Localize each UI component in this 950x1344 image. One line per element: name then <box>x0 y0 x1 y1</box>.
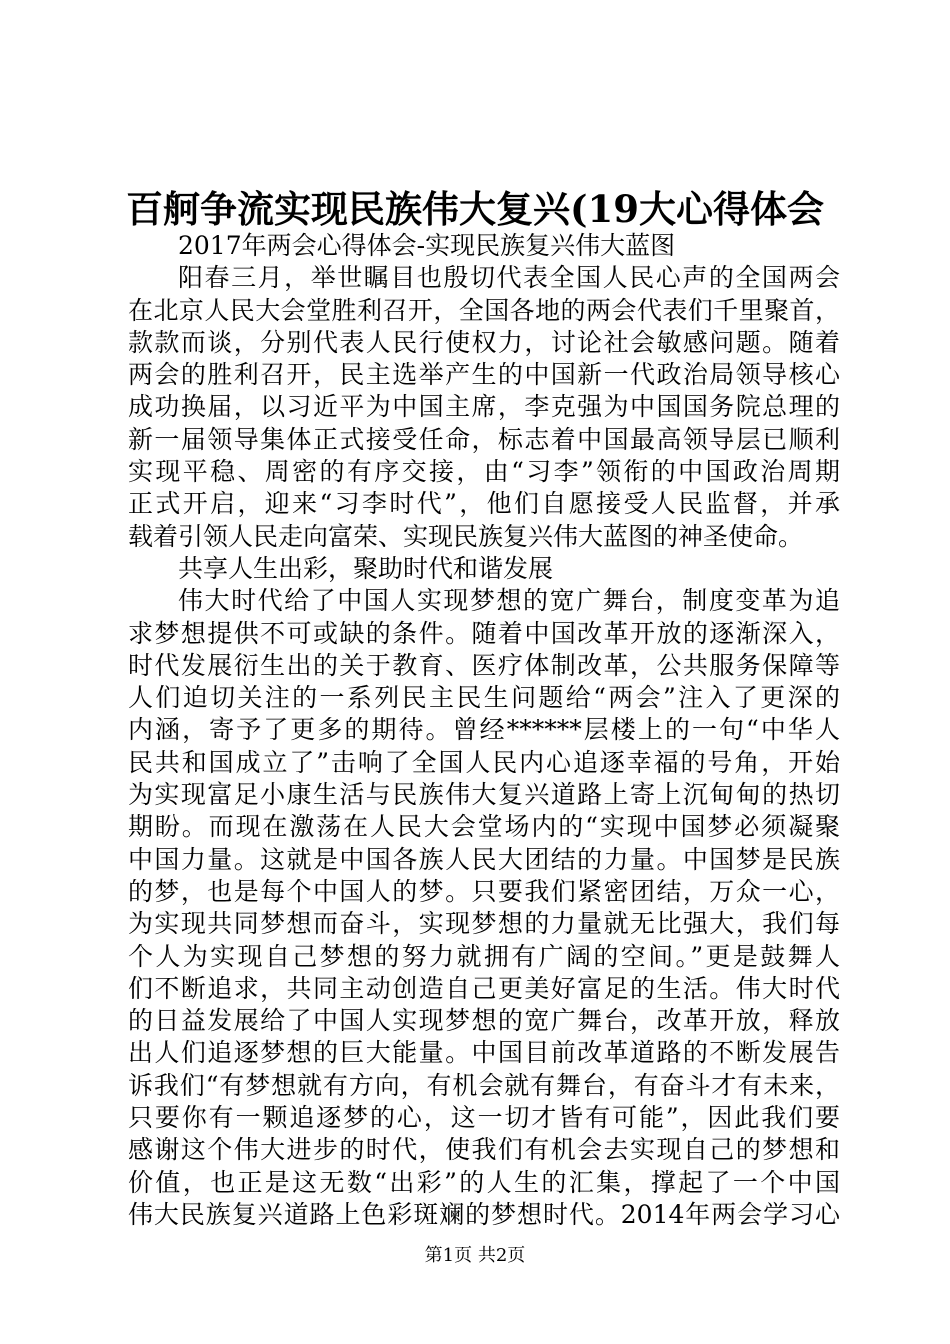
paragraph-line: 个人为实现自己梦想的努力就拥有广阔的空间。”更是鼓舞人 <box>128 941 840 971</box>
paragraph-line: 诉我们“有梦想就有方向，有机会就有舞台，有奋斗才有未来， <box>128 1070 840 1100</box>
section-heading-line: 共享人生出彩，聚助时代和谐发展 <box>178 553 554 583</box>
paragraph-line: 期盼。而现在激荡在人民大会堂场内的“实现中国梦必须凝聚 <box>128 812 840 842</box>
paragraph-line: 为实现富足小康生活与民族伟大复兴道路上寄上沉甸甸的热切 <box>128 780 840 810</box>
paragraph-line: 为实现共同梦想而奋斗，实现梦想的力量就无比强大，我们每 <box>128 909 840 939</box>
paragraph-line: 成功换届，以习近平为中国主席，李克强为中国国务院总理的 <box>128 392 840 422</box>
subtitle-line: 2017年两会心得体会-实现民族复兴伟大蓝图 <box>178 231 676 260</box>
paragraph-line: 正式开启，迎来“习李时代”，他们自愿接受人民监督，并承 <box>128 489 840 519</box>
document-body <box>128 230 840 1231</box>
paragraph-line: 实现平稳、周密的有序交接，由“习李”领衔的中国政治周期 <box>128 457 840 487</box>
paragraph-line: 的梦，也是每个中国人的梦。只要我们紧密团结，万众一心， <box>128 876 840 906</box>
paragraph-line: 出人们追逐梦想的巨大能量。中国目前改革道路的不断发展告 <box>128 1038 840 1068</box>
paragraph-line: 时代发展衍生出的关于教育、医疗体制改革，公共服务保障等 <box>128 650 840 680</box>
paragraph-line: 民共和国成立了”击响了全国人民内心追逐幸福的号角，开始 <box>128 747 840 777</box>
paragraph-line: 们不断追求，共同主动创造自己更美好富足的生活。伟大时代 <box>128 973 840 1003</box>
paragraph-line: 人们迫切关注的一系列民主民生问题给“两会”注入了更深的 <box>128 683 840 713</box>
paragraph-line: 价值，也正是这无数“出彩”的人生的汇集，撑起了一个中国 <box>128 1167 840 1197</box>
document-title: 百舸争流实现民族伟大复兴(19大心得体会 <box>126 187 824 231</box>
paragraph-line: 的日益发展给了中国人实现梦想的宽广舞台，改革开放，释放 <box>128 1006 840 1036</box>
paragraph-line: 在北京人民大会堂胜利召开，全国各地的两会代表们千里聚首， <box>128 295 840 325</box>
paragraph-line: 两会的胜利召开，民主选举产生的中国新一代政治局领导核心 <box>128 360 840 390</box>
paragraph-line: 载着引领人民走向富荣、实现民族复兴伟大蓝图的神圣使命。 <box>128 521 804 551</box>
paragraph-line: 感谢这个伟大进步的时代，使我们有机会去实现自己的梦想和 <box>128 1135 840 1165</box>
page-footer: 第1页 共2页 <box>424 1245 526 1266</box>
paragraph-line: 伟大时代给了中国人实现梦想的宽广舞台，制度变革为追 <box>178 586 840 616</box>
paragraph-line: 阳春三月，举世瞩目也殷切代表全国人民心声的全国两会 <box>178 263 840 293</box>
paragraph-line: 求梦想提供不可或缺的条件。随着中国改革开放的逐渐深入， <box>128 618 840 648</box>
paragraph-line: 新一届领导集体正式接受任命，标志着中国最高领导层已顺利 <box>128 424 840 454</box>
paragraph-line: 中国力量。这就是中国各族人民大团结的力量。中国梦是民族 <box>128 844 840 874</box>
paragraph-line: 只要你有一颗追逐梦的心，这一切才皆有可能”，因此我们要 <box>128 1103 840 1133</box>
paragraph-line: 款款而谈，分别代表人民行使权力，讨论社会敏感问题。随着 <box>128 327 840 357</box>
paragraph-line: 伟大民族复兴道路上色彩斑斓的梦想时代。2014年两会学习心 <box>128 1199 840 1229</box>
paragraph-line: 内涵，寄予了更多的期待。曾经******层楼上的一句“中华人 <box>128 715 840 745</box>
